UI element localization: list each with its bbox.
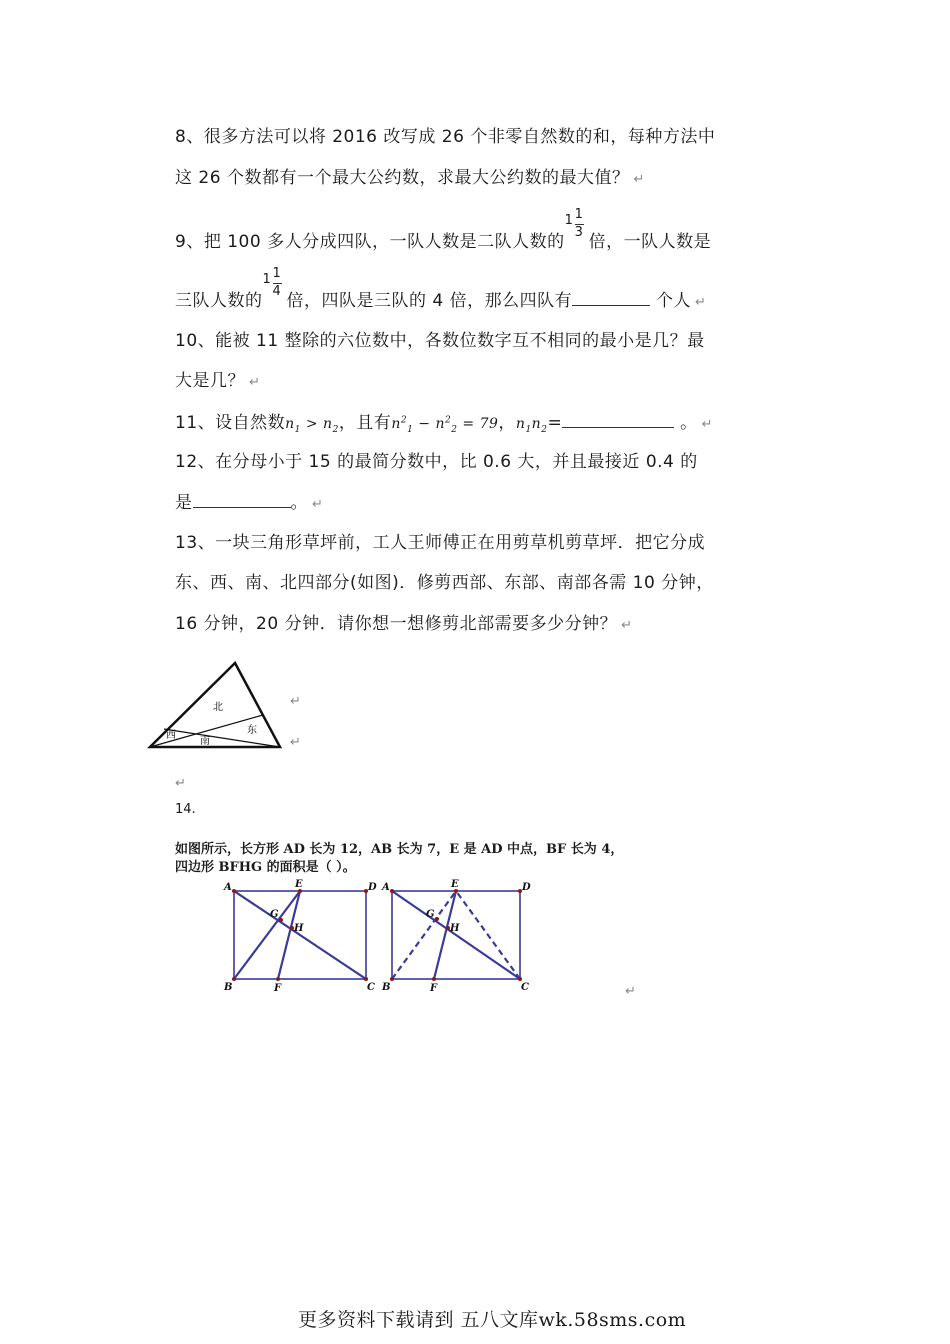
return-mark: ↵ (625, 984, 636, 999)
label-south: 南 (200, 736, 210, 747)
label-a: A (224, 882, 232, 893)
return-mark: ↵ (621, 618, 633, 633)
label-c: C (521, 982, 529, 993)
mixed-fraction-1: 1 1 3 (564, 207, 584, 240)
return-mark: ↵ (695, 295, 707, 310)
segment-fe (434, 891, 456, 979)
label-north: 北 (213, 702, 223, 713)
point-b (232, 977, 236, 981)
footer-text: 更多资料下载请到 五八文库wk.58sms.com (298, 1309, 687, 1331)
label-h: H (294, 923, 304, 934)
point-f (432, 977, 436, 981)
q8-line2: 这 26 个数都有一个最大公约数，求最大公约数的最大值？ ↵ (175, 168, 645, 188)
q14-text1: 如图所示，长方形 AD 长为 12，AB 长为 7，E 是 AD 中点，BF 长为 4， (175, 842, 624, 857)
label-c: C (367, 982, 375, 993)
inequality: $n_1 > n_2$ (285, 416, 339, 435)
triangle-figure (140, 655, 290, 755)
q10-line1: 10、能被 11 整除的六位数中，各数位数字互不相同的最小是几？最 (175, 331, 705, 351)
label-d: D (522, 882, 531, 893)
q12-line1: 12、在分母小于 15 的最简分数中，比 0.6 大，并且最接近 0.4 的 (175, 452, 698, 472)
label-d: D (368, 882, 377, 893)
q10-line2: 大是几？ ↵ (175, 371, 261, 391)
q12-line2: 是 。 ↵ (175, 493, 324, 513)
label-e: E (451, 879, 459, 890)
point-a (390, 889, 394, 893)
point-b (390, 977, 394, 981)
return-mark: ↵ (290, 735, 301, 750)
diagonal-ac (234, 891, 366, 979)
point-g (279, 918, 283, 922)
segment-ce-dashed (456, 891, 520, 979)
q9-line1: 9、把 100 多人分成四队，一队人数是二队人数的 1 1 3 倍，一队人数是 (175, 207, 712, 252)
rectangle-figure-2 (378, 876, 538, 996)
return-mark: ↵ (175, 776, 186, 791)
segment-be-dashed (392, 891, 456, 979)
answer-blank (562, 413, 674, 428)
label-f: F (430, 983, 438, 994)
label-f: F (274, 983, 282, 994)
q13-line1: 13、一块三角形草坪前，工人王师傅正在用剪草机剪草坪．把它分成 (175, 533, 706, 553)
label-g: G (426, 909, 435, 920)
mixed-fraction-2: 1 1 4 (262, 266, 282, 299)
return-mark: ↵ (633, 172, 645, 187)
return-mark: ↵ (701, 417, 713, 432)
product: $n_1n_2$ (515, 416, 548, 435)
q14-heading: 14. (175, 802, 196, 817)
q13-line3: 16 分钟，20 分钟．请你想一想修剪北部需要多少分钟？ ↵ (175, 614, 633, 634)
q8-line1: 8、很多方法可以将 2016 改写成 26 个非零自然数的和，每种方法中 (175, 127, 716, 147)
label-west: 西 (166, 730, 176, 741)
return-mark: ↵ (249, 375, 261, 390)
label-h: H (450, 923, 460, 934)
point-c (518, 977, 522, 981)
point-g (435, 917, 439, 921)
return-mark: ↵ (312, 497, 324, 512)
answer-blank (193, 493, 291, 508)
point-f (276, 977, 280, 981)
label-b: B (224, 982, 233, 993)
q14-text2: 四边形 BFHG 的面积是（ ）。 (175, 860, 356, 875)
label-b: B (382, 982, 391, 993)
equation: $n^2_1 - n^2_2 = 79$ (391, 415, 499, 435)
diagonal-ac (392, 891, 520, 979)
label-a: A (382, 882, 390, 893)
answer-blank (572, 291, 650, 306)
point-c (364, 977, 368, 981)
point-a (232, 889, 236, 893)
label-e: E (295, 879, 303, 890)
label-east: 东 (247, 725, 257, 736)
return-mark: ↵ (290, 694, 301, 709)
q13-line2: 东、西、南、北四部分(如图)．修剪西部、东部、南部各需 10 分钟， (175, 573, 714, 593)
q11-line: 11、设自然数$n_1 > n_2$，且有$n^2_1 - n^2_2 = 79$，$n_1n_2=$ 。 ↵ (175, 413, 713, 435)
rectangle-figure-1 (220, 876, 380, 996)
q9-line2: 三队人数的 1 1 4 倍，四队是三队的 4 倍，那么四队有 个人 ↵ (175, 266, 707, 311)
label-g: G (270, 909, 279, 920)
